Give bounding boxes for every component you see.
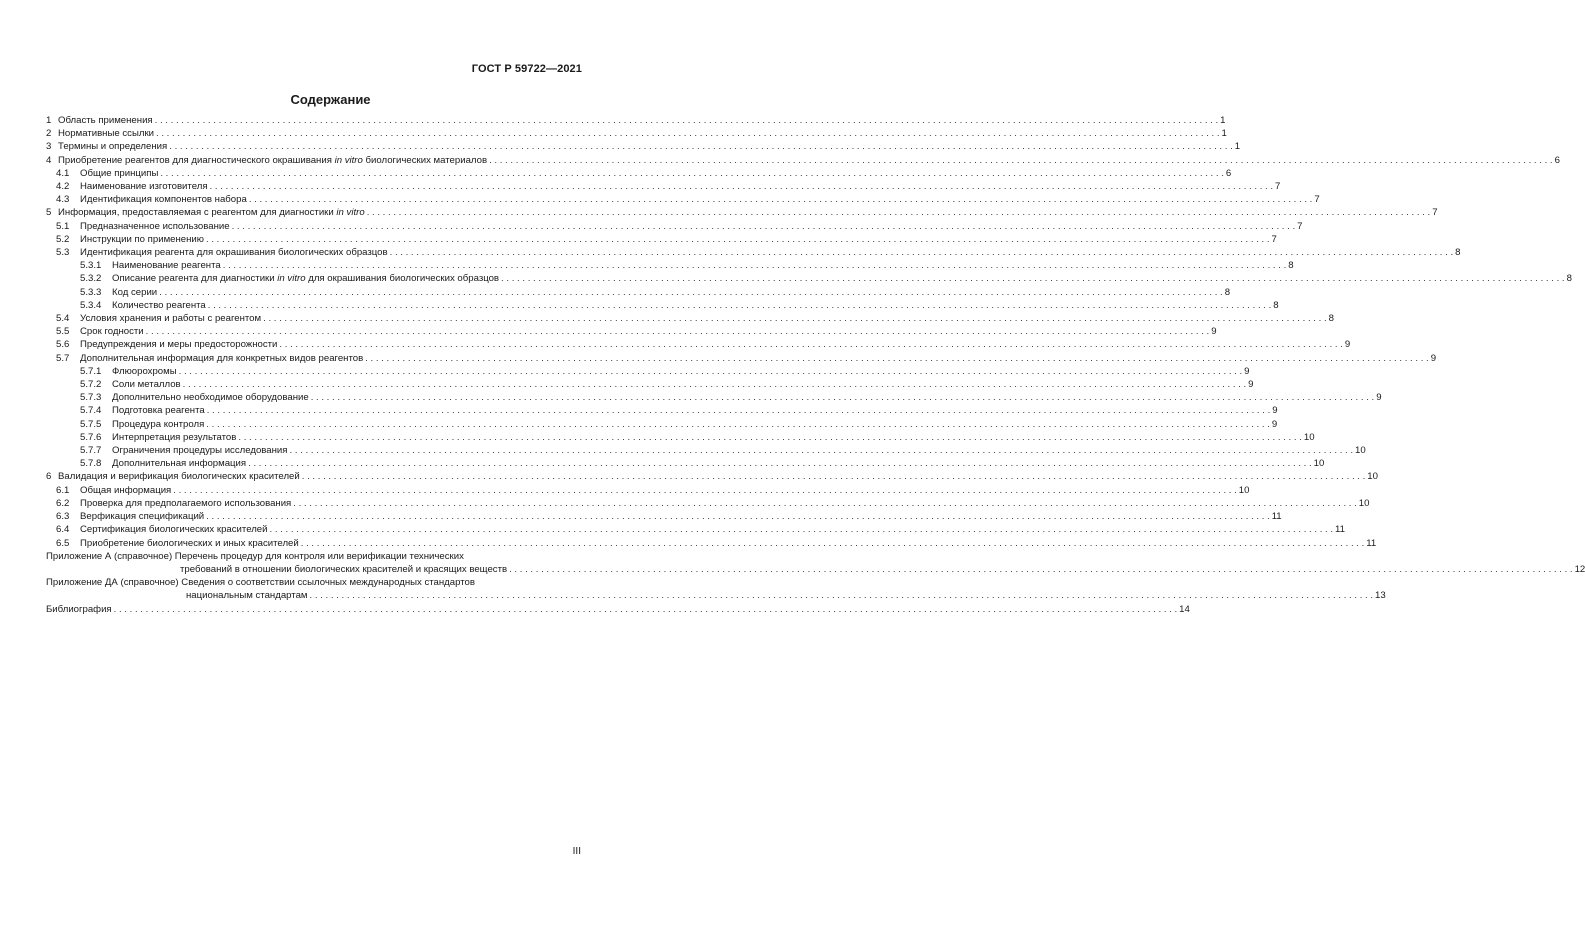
toc-entry-text: Процедура контроля [112, 418, 205, 430]
dot-leader: . . . . . . . . . . . . . . . . . . . . . . . . . . . . . . . . . . . . . . . . . . . . . . . . . . . . . . . . . . . . . . . . . . . . . . . . . . . . . . . . . . . . . . . . . . . . . . . . . . . . . . . . . . . . . . . . . . . . . . . . . . . . . . . . . . . . . . . . . . . . . . . . . . . . . . . . . . . . . . . . . . . . . . . . . . . . . . . . . . . . . . . . . . . . . . . . . . . . . . . . [209, 181, 1274, 193]
toc-entry[interactable] [46, 352, 1437, 365]
toc-entry[interactable] [46, 233, 1277, 246]
toc-entry-number: 6.3 [56, 511, 70, 523]
toc-entry-page: 8 [1566, 273, 1572, 285]
toc-entry-page: 10 [1313, 458, 1325, 470]
toc-entry-title [80, 286, 157, 299]
toc-entry-page: 8 [1224, 286, 1231, 298]
toc-entry-page: 7 [1432, 207, 1438, 219]
toc-entry-number: 5.7 [56, 352, 70, 364]
dot-leader: . . . . . . . . . . . . . . . . . . . . . . . . . . . . . . . . . . . . . . . . . . . . . . . . . . . . . . . . . . . . . . . . . . . . . . . . . . . . . . . . . . . . . . . . . . . . . . . . . . . . . . . . . . . . . . . . . . . . . . . . . . . . . . . . . . . . . . . . . . . . . . . . . . . . . . . . . . . . . . . . . . . . . . . . . . . . . . . . . . . . . . . . . . . . . . . . . . . . . . . . [207, 299, 1272, 311]
toc-entry-text: Количество реагента [112, 299, 206, 311]
dot-leader: . . . . . . . . . . . . . . . . . . . . . . . . . . . . . . . . . . . . . . . . . . . . . . . . . . . . . . . . . . . . . . . . . . . . . . . . . . . . . . . . . . . . . . . . . . . . . . . . . . . . . . . . . . . . . . . . . . . . . . . . . . . . . . . . . . . . . . . . . . . . . . . . . . . . . . . . . . . . . . . . . . . . . . . . . . . . . . . . . . . . . . . . . . . . . . . . . . . . . . . . [173, 484, 1237, 496]
toc-entry[interactable] [46, 206, 1438, 219]
toc-entry-title [56, 497, 291, 510]
dot-leader: . . . . . . . . . . . . . . . . . . . . . . . . . . . . . . . . . . . . . . . . . . . . . . . . . . . . . . . . . . . . . . . . . . . . . . . . . . . . . . . . . . . . . . . . . . . . . . . . . . . . . . . . . . . . . . . . . . . . . . . . . . . . . . . . . . . . . . . . . . . . . . . . . . . . . . . . . . . . . . . . . . . . . . . . . . . . . . . . . . . . . . . . . . . . . . . . . . . . . . . . [300, 537, 1365, 549]
toc-entry-number: 2 [46, 128, 52, 140]
toc-entry-number: 5.4 [56, 313, 70, 325]
toc-entry-text: Дополнительная информация [112, 458, 247, 470]
toc-entry[interactable] [46, 418, 1278, 431]
dot-leader: . . . . . . . . . . . . . . . . . . . . . . . . . . . . . . . . . . . . . . . . . . . . . . . . . . . . . . . . . . . . . . . . . . . . . . . . . . . . . . . . . . . . . . . . . . . . . . . . . . . . . . . . . . . . . . . . . . . . . . . . . . . . . . . . . . . . . . . . . . . . . . . . . . . . . . . . . . . . . . . . . . . . . . . . . . . . . . . . . . . . . . . . . . . . . . . . . . . . . . . . [301, 471, 1366, 483]
toc-entry-number: 5.3.4 [80, 299, 102, 311]
dot-leader: . . . . . . . . . . . . . . . . . . . . . . . . . . . . . . . . . . . . . . . . . . . . . . . . . . . . . . . . . . . . . . . . . . . . . . . . . . . . . . . . . . . . . . . . . . . . . . . . . . . . . . . . . . . . . . . . . . . . . . . . . . . . . . . . . . . . . . . . . . . . . . . . . . . . . . . . . . . . . . . . . . . . . . . . . . . . . . . . . . . . . . . . . . . . . . . . . . . . . . . . [145, 326, 1210, 338]
appendix-page: 13 [1375, 590, 1386, 602]
toc-entry-title [80, 299, 206, 312]
dot-leader: . . . . . . . . . . . . . . . . . . . . . . . . . . . . . . . . . . . . . . . . . . . . . . . . . . . . . . . . . . . . . . . . . . . . . . . . . . . . . . . . . . . . . . . . . . . . . . . . . . . . . . . . . . . . . . . . . . . . . . . . . . . . . . . . . . . . . . . . . . . . . . . . . . . . . . . . . . . . . . . . . . . . . . . . . . . . . . . . . . . . . . . . . . . . . . . . . . . . . . . . [365, 352, 1429, 364]
toc-entry-page: 8 [1328, 313, 1334, 325]
toc-entry-page: 10 [1238, 484, 1250, 496]
dot-leader: . . . . . . . . . . . . . . . . . . . . . . . . . . . . . . . . . . . . . . . . . . . . . . . . . . . . . . . . . . . . . . . . . . . . . . . . . . . . . . . . . . . . . . . . . . . . . . . . . . . . . . . . . . . . . . . . . . . . . . . . . . . . . . . . . . . . . . . . . . . . . . . . . . . . . . . . . . . . . . . . . . . . . . . . . . . . . . . . . . . . . . . . . . . . . . . . . . . . . . . . [113, 603, 1178, 615]
toc-entry-number: 5.2 [56, 233, 70, 245]
toc-entry-number: 5 [46, 207, 52, 219]
appendix-page: 12 [1574, 563, 1585, 575]
toc-entry[interactable] [46, 259, 1294, 272]
toc-entry-number: 5.5 [56, 326, 70, 338]
table-of-contents [46, 114, 1585, 616]
toc-entry-page: 7 [1297, 220, 1303, 232]
toc-entry-title [56, 167, 158, 180]
toc-entry-number: 5.7.3 [80, 392, 102, 404]
toc-entry-page: 6 [1554, 154, 1560, 166]
toc-entry-text: Срок годности [80, 326, 144, 338]
toc-entry-number: 5.3.3 [80, 286, 102, 298]
toc-entry-number: 4 [46, 154, 52, 166]
toc-entry-page: 1 [1221, 128, 1227, 140]
toc-entry-text: Подготовка реагента [112, 405, 205, 417]
toc-entry-number: 6.4 [56, 524, 70, 536]
toc-entry-text: Общие принципы [80, 167, 159, 179]
toc-entry-page: 9 [1272, 405, 1278, 417]
toc-entry-text: Код серии [112, 286, 158, 298]
dot-leader: . . . . . . . . . . . . . . . . . . . . . . . . . . . . . . . . . . . . . . . . . . . . . . . . . . . . . . . . . . . . . . . . . . . . . . . . . . . . . . . . . . . . . . . . . . . . . . . . . . . . . . . . . . . . . . . . . . . . . . . . . . . . . . . . . . . . . . . . . . . . . . . . . . . . . . . . . . . . . . . . . . . . . . . . . . . . . . . . . . . . . . . . . . . . . . . . . . . . . . . . [156, 128, 1220, 140]
toc-entry-number: 5.7.4 [80, 405, 102, 417]
dot-leader: . . . . . . . . . . . . . . . . . . . . . . . . . . . . . . . . . . . . . . . . . . . . . . . . . . . . . . . . . . . . . . . . . . . . . . . . . . . . . . . . . . . . . . . . . . . . . . . . . . . . . . . . . . . . . . . . . . . . . . . . . . . . . . . . . . . . . . . . . . . . . . . . . . . . . . . . . . . . . . . . . . . . . . . . . . . . . . . . . . . . . . . . . . . . . . . . . . . . . . . . [293, 497, 1357, 509]
toc-entry-text-after: для окрашивания биологических образцов [308, 273, 500, 285]
toc-entry-page: 6 [1225, 167, 1232, 179]
toc-entry[interactable] [46, 272, 1572, 285]
toc-entry[interactable] [46, 193, 1320, 206]
dot-leader: . . . . . . . . . . . . . . . . . . . . . . . . . . . . . . . . . . . . . . . . . . . . . . . . . . . . . . . . . . . . . . . . . . . . . . . . . . . . . . . . . . . . . . . . . . . . . . . . . . . . . . . . . . . . . . . . . . . . . . . . . . . . . . . . . . . . . . . . . . . . . . . . . . . . . . . . . . . . . . . . . . . . . . . . . . . . . . . . . . . . . . . . . . . . . . . . . . . . . . . . [231, 220, 1296, 232]
toc-entry-title [56, 352, 363, 365]
dot-leader: . . . . . . . . . . . . . . . . . . . . . . . . . . . . . . . . . . . . . . . . . . . . . . . . . . . . . . . . . . . . . . . . . . . . . . . . . . . . . . . . . . . . . . . . . . . . . . . . . . . . . . . . . . . . . . . . . . . . . . . . . . . . . . . . . . . . . . . . . . . . . . . . . . . . . . . . . . . . . . . . . . . . . . . . . . . . . . . . . . . . . . . . . . . . . . . . . . . . . . . . [206, 418, 1270, 430]
toc-entry-text: Общая информация [80, 484, 172, 496]
toc-entry-title [56, 312, 261, 325]
toc-entry-text: Нормативные ссылки [58, 128, 155, 140]
toc-entry-text: Дополнительно необходимое оборудование [112, 392, 309, 404]
toc-entry-title [46, 140, 167, 153]
toc-entry-title [80, 457, 246, 470]
toc-entry-title [80, 391, 309, 404]
toc-entry-page: 9 [1376, 392, 1382, 404]
dot-leader: . . . . . . . . . . . . . . . . . . . . . . . . . . . . . . . . . . . . . . . . . . . . . . . . . . . . . . . . . . . . . . . . . . . . . . . . . . . . . . . . . . . . . . . . . . . . . . . . . . . . . . . . . . . . . . . . . . . . . . . . . . . . . . . . . . . . . . . . . . . . . . . . . . . . . . . . . . . . . . . . . . . . . . . . . . . . . . . . . . . . . . . . . . . . . . . . . . . . . . . . [159, 286, 1223, 298]
toc-entry-number: 5.7.6 [80, 431, 102, 443]
toc-entry-title [80, 418, 204, 431]
appendix-title-line1: Приложение ДА (справочное) Сведения о соответствии ссылочных международных стандартов [46, 577, 475, 589]
toc-entry[interactable] [46, 391, 1382, 404]
dot-leader: . . . . . . . . . . . . . . . . . . . . . . . . . . . . . . . . . . . . . . . . . . . . . . . . . . . . . . . . . . . . . . . . . . . . . . . . . . . . . . . . . . . . . . . . . . . . . . . . . . . . . . . . . . . . . . . . . . . . . . . . . . . . . . . . . . . . . . . . . . . . . . . . . . . . . . . . . . . . . . . . . . . . . . . . . . . . . . . . . . . . . . . . . . . . . . . . . . . . . . . . [509, 563, 1573, 575]
toc-entry-number: 5.6 [56, 339, 70, 351]
toc-entry-number: 6.1 [56, 484, 70, 496]
toc-entry-number: 4.2 [56, 181, 70, 193]
toc-entry-page: 8 [1288, 260, 1294, 272]
toc-entry[interactable] [46, 457, 1325, 470]
toc-entry[interactable] [46, 378, 1254, 391]
toc-entry-number: 5.7.5 [80, 418, 102, 430]
dot-leader: . . . . . . . . . . . . . . . . . . . . . . . . . . . . . . . . . . . . . . . . . . . . . . . . . . . . . . . . . . . . . . . . . . . . . . . . . . . . . . . . . . . . . . . . . . . . . . . . . . . . . . . . . . . . . . . . . . . . . . . . . . . . . . . . . . . . . . . . . . . . . . . . . . . . . . . . . . . . . . . . . . . . . . . . . . . . . . . . . . . . . . . . . . . . . . . . . . . . . . . . [263, 313, 1327, 325]
toc-entry[interactable] [46, 140, 1241, 153]
toc-entry-number: 1 [46, 115, 52, 126]
toc-entry-page: 11 [1366, 537, 1377, 549]
toc-entry-number: 5.7.8 [80, 458, 102, 470]
toc-entry-number: 5.3.2 [80, 273, 102, 285]
toc-entry-text: Предупреждения и меры предосторожности [80, 339, 278, 351]
dot-leader: . . . . . . . . . . . . . . . . . . . . . . . . . . . . . . . . . . . . . . . . . . . . . . . . . . . . . . . . . . . . . . . . . . . . . . . . . . . . . . . . . . . . . . . . . . . . . . . . . . . . . . . . . . . . . . . . . . . . . . . . . . . . . . . . . . . . . . . . . . . . . . . . . . . . . . . . . . . . . . . . . . . . . . . . . . . . . . . . . . . . . . . . . . . . . . . . . . . . . . . . [366, 207, 1431, 219]
toc-entry-title [56, 338, 277, 351]
dot-leader: . . . . . . . . . . . . . . . . . . . . . . . . . . . . . . . . . . . . . . . . . . . . . . . . . . . . . . . . . . . . . . . . . . . . . . . . . . . . . . . . . . . . . . . . . . . . . . . . . . . . . . . . . . . . . . . . . . . . . . . . . . . . . . . . . . . . . . . . . . . . . . . . . . . . . . . . . . . . . . . . . . . . . . . . . . . . . . . . . . . . . . . . . . . . . . . . . . . . . . . . [182, 379, 1247, 391]
dot-leader: . . . . . . . . . . . . . . . . . . . . . . . . . . . . . . . . . . . . . . . . . . . . . . . . . . . . . . . . . . . . . . . . . . . . . . . . . . . . . . . . . . . . . . . . . . . . . . . . . . . . . . . . . . . . . . . . . . . . . . . . . . . . . . . . . . . . . . . . . . . . . . . . . . . . . . . . . . . . . . . . . . . . . . . . . . . . . . . . . . . . . . . . . . . . . . . . . . . . . . . . [238, 431, 1302, 443]
toc-entry-text: Приобретение реагентов для диагностического окрашивания [58, 154, 332, 166]
dot-leader: . . . . . . . . . . . . . . . . . . . . . . . . . . . . . . . . . . . . . . . . . . . . . . . . . . . . . . . . . . . . . . . . . . . . . . . . . . . . . . . . . . . . . . . . . . . . . . . . . . . . . . . . . . . . . . . . . . . . . . . . . . . . . . . . . . . . . . . . . . . . . . . . . . . . . . . . . . . . . . . . . . . . . . . . . . . . . . . . . . . . . . . . . . . . . . . . . . . . . . . . [501, 273, 1565, 285]
toc-entry[interactable] [46, 497, 1370, 510]
toc-entry-title [80, 378, 181, 391]
toc-entry-text: Флюорохромы [112, 365, 177, 377]
bibliography-page: 14 [1179, 603, 1190, 615]
toc-appendix-entry[interactable] [46, 550, 1585, 576]
toc-entry-page: 7 [1314, 194, 1320, 206]
toc-entry-title [46, 470, 300, 483]
toc-entry-text: Проверка для предполагаемого использования [80, 497, 292, 509]
toc-entry-text: Интерпретация результатов [112, 431, 237, 443]
toc-entry-text: Идентификация компонентов набора [80, 194, 247, 206]
toc-entry-page: 9 [1271, 418, 1278, 430]
toc-entry-text: Наименование изготовителя [80, 181, 208, 193]
appendix-title-line2: национальным стандартам [186, 590, 308, 602]
page-number: III [572, 846, 581, 857]
toc-entry[interactable] [46, 180, 1281, 193]
dot-leader: . . . . . . . . . . . . . . . . . . . . . . . . . . . . . . . . . . . . . . . . . . . . . . . . . . . . . . . . . . . . . . . . . . . . . . . . . . . . . . . . . . . . . . . . . . . . . . . . . . . . . . . . . . . . . . . . . . . . . . . . . . . . . . . . . . . . . . . . . . . . . . . . . . . . . . . . . . . . . . . . . . . . . . . . . . . . . . . . . . . . . . . . . . . . . . . . . . . . . . . . [289, 445, 1354, 457]
toc-entry-italic: in vitro [277, 273, 306, 285]
dot-leader: . . . . . . . . . . . . . . . . . . . . . . . . . . . . . . . . . . . . . . . . . . . . . . . . . . . . . . . . . . . . . . . . . . . . . . . . . . . . . . . . . . . . . . . . . . . . . . . . . . . . . . . . . . . . . . . . . . . . . . . . . . . . . . . . . . . . . . . . . . . . . . . . . . . . . . . . . . . . . . . . . . . . . . . . . . . . . . . . . . . . . . . . . . . . . . . . . . . . . . . . [206, 511, 1270, 523]
toc-entry-page: 10 [1367, 471, 1378, 483]
toc-entry[interactable] [46, 127, 1227, 140]
toc-entry[interactable] [46, 299, 1279, 312]
dot-leader: . . . . . . . . . . . . . . . . . . . . . . . . . . . . . . . . . . . . . . . . . . . . . . . . . . . . . . . . . . . . . . . . . . . . . . . . . . . . . . . . . . . . . . . . . . . . . . . . . . . . . . . . . . . . . . . . . . . . . . . . . . . . . . . . . . . . . . . . . . . . . . . . . . . . . . . . . . . . . . . . . . . . . . . . . . . . . . . . . . . . . . . . . . . . . . . . . . . . . . . . [178, 365, 1243, 377]
toc-entry-title [80, 365, 177, 378]
toc-entry-title [56, 233, 204, 246]
dot-leader: . . . . . . . . . . . . . . . . . . . . . . . . . . . . . . . . . . . . . . . . . . . . . . . . . . . . . . . . . . . . . . . . . . . . . . . . . . . . . . . . . . . . . . . . . . . . . . . . . . . . . . . . . . . . . . . . . . . . . . . . . . . . . . . . . . . . . . . . . . . . . . . . . . . . . . . . . . . . . . . . . . . . . . . . . . . . . . . . . . . . . . . . . . . . . . . . . . . . . . . . [279, 339, 1343, 351]
toc-entry-title [56, 510, 204, 523]
dot-leader: . . . . . . . . . . . . . . . . . . . . . . . . . . . . . . . . . . . . . . . . . . . . . . . . . . . . . . . . . . . . . . . . . . . . . . . . . . . . . . . . . . . . . . . . . . . . . . . . . . . . . . . . . . . . . . . . . . . . . . . . . . . . . . . . . . . . . . . . . . . . . . . . . . . . . . . . . . . . . . . . . . . . . . . . . . . . . . . . . . . . . . . . . . . . . . . . . . . . . . . . [222, 260, 1287, 272]
toc-entry-number: 6.5 [56, 537, 70, 549]
toc-entry-title [46, 114, 153, 127]
toc-entry-number: 5.7.2 [80, 379, 102, 391]
toc-entry-text: Информация, предоставляемая с реагентом для диагностики [58, 207, 334, 219]
toc-entry-text: Дополнительная информация для конкретных видов реагентов [80, 352, 364, 364]
toc-entry-page: 11 [1335, 524, 1345, 536]
toc-entry-title [56, 246, 388, 259]
toc-entry-text: Инструкции по применению [80, 233, 204, 245]
toc-entry-number: 6 [46, 471, 52, 483]
toc-entry[interactable] [46, 325, 1217, 338]
toc-entry-title [56, 193, 247, 206]
toc-entry-title [80, 431, 236, 444]
toc-entry-text: Ограничения процедуры исследования [112, 445, 288, 457]
toc-entry-page: 8 [1455, 247, 1461, 259]
dot-leader: . . . . . . . . . . . . . . . . . . . . . . . . . . . . . . . . . . . . . . . . . . . . . . . . . . . . . . . . . . . . . . . . . . . . . . . . . . . . . . . . . . . . . . . . . . . . . . . . . . . . . . . . . . . . . . . . . . . . . . . . . . . . . . . . . . . . . . . . . . . . . . . . . . . . . . . . . . . . . . . . . . . . . . . . . . . . . . . . . . . . . . . . . . . . . . . . . . . . . . . . [389, 247, 1454, 259]
toc-entry-text: Предназначенное использование [80, 220, 230, 232]
toc-entry[interactable] [46, 286, 1231, 299]
toc-entry-page: 7 [1271, 233, 1277, 245]
toc-entry-number: 5.3.1 [80, 260, 102, 272]
toc-entry-page: 8 [1273, 299, 1279, 311]
toc-entry-title [80, 259, 221, 272]
toc-entry-page: 11 [1271, 511, 1282, 523]
dot-leader: . . . . . . . . . . . . . . . . . . . . . . . . . . . . . . . . . . . . . . . . . . . . . . . . . . . . . . . . . . . . . . . . . . . . . . . . . . . . . . . . . . . . . . . . . . . . . . . . . . . . . . . . . . . . . . . . . . . . . . . . . . . . . . . . . . . . . . . . . . . . . . . . . . . . . . . . . . . . . . . . . . . . . . . . . . . . . . . . . . . . . . . . . . . . . . . . . . . . . . . . [160, 167, 1224, 179]
toc-entry-page: 9 [1248, 379, 1254, 391]
toc-entry[interactable] [46, 365, 1250, 378]
toc-entry-title [56, 180, 208, 193]
toc-entry-text: Соли металлов [112, 379, 181, 391]
toc-bibliography-entry[interactable] [46, 603, 1190, 616]
toc-entry-page: 10 [1358, 497, 1370, 509]
toc-entry-number: 6.2 [56, 497, 70, 509]
toc-entry-text: Приобретение биологических и иных красителей [80, 537, 299, 549]
toc-entry-page: 10 [1303, 431, 1315, 443]
bibliography-title: Библиография [46, 603, 112, 615]
toc-entry-page: 7 [1275, 181, 1281, 193]
toc-entry[interactable] [46, 484, 1250, 497]
toc-entry-page: 9 [1344, 339, 1351, 351]
toc-entry[interactable] [46, 154, 1560, 167]
toc-entry-text: Область применения [58, 115, 153, 126]
dot-leader: . . . . . . . . . . . . . . . . . . . . . . . . . . . . . . . . . . . . . . . . . . . . . . . . . . . . . . . . . . . . . . . . . . . . . . . . . . . . . . . . . . . . . . . . . . . . . . . . . . . . . . . . . . . . . . . . . . . . . . . . . . . . . . . . . . . . . . . . . . . . . . . . . . . . . . . . . . . . . . . . . . . . . . . . . . . . . . . . . . . . . . . . . . . . . . . . . . . . . . . . [169, 141, 1233, 153]
toc-entry-title [56, 537, 299, 550]
toc-entry-title [56, 484, 171, 497]
toc-entry-text: Наименование реагента [112, 260, 221, 272]
toc-title: Содержание [290, 92, 371, 107]
dot-leader: . . . . . . . . . . . . . . . . . . . . . . . . . . . . . . . . . . . . . . . . . . . . . . . . . . . . . . . . . . . . . . . . . . . . . . . . . . . . . . . . . . . . . . . . . . . . . . . . . . . . . . . . . . . . . . . . . . . . . . . . . . . . . . . . . . . . . . . . . . . . . . . . . . . . . . . . . . . . . . . . . . . . . . . . . . . . . . . . . . . . . . . . . . . . . . . . . . . . . . . . [248, 194, 1313, 206]
toc-entry-text: Описание реагента для диагностики [112, 273, 275, 285]
dot-leader: . . . . . . . . . . . . . . . . . . . . . . . . . . . . . . . . . . . . . . . . . . . . . . . . . . . . . . . . . . . . . . . . . . . . . . . . . . . . . . . . . . . . . . . . . . . . . . . . . . . . . . . . . . . . . . . . . . . . . . . . . . . . . . . . . . . . . . . . . . . . . . . . . . . . . . . . . . . . . . . . . . . . . . . . . . . . . . . . . . . . . . . . . . . . . . . . . . . . . . . . [310, 392, 1375, 404]
toc-entry[interactable] [46, 338, 1351, 351]
toc-entry[interactable] [46, 312, 1334, 325]
toc-entry-number: 4.1 [56, 167, 70, 179]
toc-entry-text: Валидация и верификация биологических красителей [58, 471, 300, 483]
toc-entry-title [56, 325, 144, 338]
toc-entry-title [46, 154, 487, 167]
toc-entry[interactable] [46, 404, 1278, 417]
toc-entry[interactable] [46, 246, 1461, 259]
toc-entry-italic: in vitro [336, 207, 365, 219]
toc-entry-number: 5.7.1 [80, 365, 102, 377]
toc-entry-page: 9 [1211, 326, 1217, 338]
standard-designation: ГОСТ Р 59722—2021 [471, 63, 582, 75]
toc-entry[interactable] [46, 167, 1232, 180]
toc-entry-text: Сертификация биологических красителей [80, 524, 268, 536]
toc-entry-page: 1 [1220, 115, 1226, 126]
toc-entry-page: 10 [1355, 445, 1366, 457]
toc-entry-number: 3 [46, 141, 52, 153]
dot-leader: . . . . . . . . . . . . . . . . . . . . . . . . . . . . . . . . . . . . . . . . . . . . . . . . . . . . . . . . . . . . . . . . . . . . . . . . . . . . . . . . . . . . . . . . . . . . . . . . . . . . . . . . . . . . . . . . . . . . . . . . . . . . . . . . . . . . . . . . . . . . . . . . . . . . . . . . . . . . . . . . . . . . . . . . . . . . . . . . . . . . . . . . . . . . . . . . . . . . . . . . [309, 590, 1374, 602]
toc-entry-title [56, 220, 230, 233]
toc-entry-number: 5.3 [56, 247, 70, 259]
dot-leader: . . . . . . . . . . . . . . . . . . . . . . . . . . . . . . . . . . . . . . . . . . . . . . . . . . . . . . . . . . . . . . . . . . . . . . . . . . . . . . . . . . . . . . . . . . . . . . . . . . . . . . . . . . . . . . . . . . . . . . . . . . . . . . . . . . . . . . . . . . . . . . . . . . . . . . . . . . . . . . . . . . . . . . . . . . . . . . . . . . . . . . . . . . . . . . . . . . . . . . . . [269, 524, 1334, 536]
dot-leader: . . . . . . . . . . . . . . . . . . . . . . . . . . . . . . . . . . . . . . . . . . . . . . . . . . . . . . . . . . . . . . . . . . . . . . . . . . . . . . . . . . . . . . . . . . . . . . . . . . . . . . . . . . . . . . . . . . . . . . . . . . . . . . . . . . . . . . . . . . . . . . . . . . . . . . . . . . . . . . . . . . . . . . . . . . . . . . . . . . . . . . . . . . . . . . . . . . . . . . . . [206, 233, 1270, 245]
toc-appendix-entry[interactable] [46, 576, 1386, 602]
toc-entry[interactable] [46, 220, 1303, 233]
toc-entry-number: 5.7.7 [80, 445, 102, 457]
toc-entry-title [56, 523, 268, 536]
toc-entry-title [80, 272, 499, 285]
toc-entry-title [46, 127, 154, 140]
dot-leader: . . . . . . . . . . . . . . . . . . . . . . . . . . . . . . . . . . . . . . . . . . . . . . . . . . . . . . . . . . . . . . . . . . . . . . . . . . . . . . . . . . . . . . . . . . . . . . . . . . . . . . . . . . . . . . . . . . . . . . . . . . . . . . . . . . . . . . . . . . . . . . . . . . . . . . . . . . . . . . . . . . . . . . . . . . . . . . . . . . . . . . . . . . . . . . . . . . . . . . . . [154, 115, 1219, 126]
appendix-title-line1: Приложение А (справочное) Перечень процедур для контроля или верификации технических [46, 550, 464, 562]
toc-entry-page: 1 [1234, 141, 1241, 153]
toc-entry[interactable] [46, 431, 1315, 444]
toc-entry-text: Верфикация спецификаций [80, 511, 205, 523]
toc-entry-page: 9 [1244, 365, 1250, 377]
toc-entry-text: Идентификация реагента для окрашивания биологических образцов [80, 247, 388, 259]
toc-entry[interactable] [46, 444, 1366, 457]
toc-entry[interactable] [46, 470, 1378, 483]
toc-entry-number: 4.3 [56, 194, 70, 206]
toc-entry[interactable] [46, 537, 1377, 550]
dot-leader: . . . . . . . . . . . . . . . . . . . . . . . . . . . . . . . . . . . . . . . . . . . . . . . . . . . . . . . . . . . . . . . . . . . . . . . . . . . . . . . . . . . . . . . . . . . . . . . . . . . . . . . . . . . . . . . . . . . . . . . . . . . . . . . . . . . . . . . . . . . . . . . . . . . . . . . . . . . . . . . . . . . . . . . . . . . . . . . . . . . . . . . . . . . . . . . . . . . . . . . . [248, 458, 1312, 470]
toc-entry-text: Условия хранения и работы с реагентом [80, 313, 262, 325]
toc-entry-text-after: биологических материалов [365, 154, 488, 166]
toc-entry[interactable] [46, 523, 1345, 536]
dot-leader: . . . . . . . . . . . . . . . . . . . . . . . . . . . . . . . . . . . . . . . . . . . . . . . . . . . . . . . . . . . . . . . . . . . . . . . . . . . . . . . . . . . . . . . . . . . . . . . . . . . . . . . . . . . . . . . . . . . . . . . . . . . . . . . . . . . . . . . . . . . . . . . . . . . . . . . . . . . . . . . . . . . . . . . . . . . . . . . . . . . . . . . . . . . . . . . . . . . . . . . . [489, 154, 1553, 166]
toc-entry-title [46, 206, 365, 219]
toc-entry-text: Термины и определения [58, 141, 168, 153]
toc-entry-title [80, 404, 205, 417]
toc-entry[interactable] [46, 114, 1226, 127]
toc-entry-page: 9 [1430, 352, 1437, 364]
appendix-title-line2: требований в отношении биологических красителей и красящих веществ [180, 563, 508, 575]
toc-entry-title [80, 444, 288, 457]
dot-leader: . . . . . . . . . . . . . . . . . . . . . . . . . . . . . . . . . . . . . . . . . . . . . . . . . . . . . . . . . . . . . . . . . . . . . . . . . . . . . . . . . . . . . . . . . . . . . . . . . . . . . . . . . . . . . . . . . . . . . . . . . . . . . . . . . . . . . . . . . . . . . . . . . . . . . . . . . . . . . . . . . . . . . . . . . . . . . . . . . . . . . . . . . . . . . . . . . . . . . . . . [206, 405, 1271, 417]
toc-entry-italic: in vitro [334, 154, 363, 166]
toc-entry-number: 5.1 [56, 220, 70, 232]
toc-entry[interactable] [46, 510, 1282, 523]
